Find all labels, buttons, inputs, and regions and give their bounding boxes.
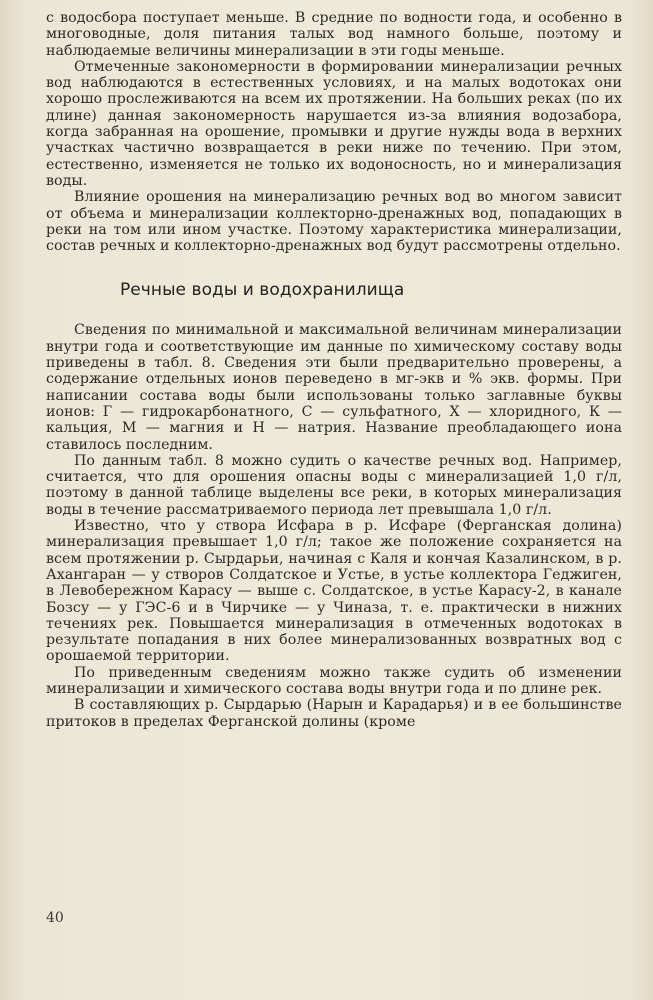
paragraph: Сведения по минимальной и максимальной величинам минерализации внутри года и соответствующие им данные по химическому составу воды приведены в табл. 8. Сведения эти были предварительно проверены, а содержание отдельных ионов переведено в мг-экв и % экв. формы. При написании состава воды были использованы только заглавные буквы ионов: Г — гидрокарбонатного, С — сульфатного, Х — хлоридного, К — кальция, М — магния и Н — натрия. Название преобладающего иона ставилось последним. xyxy=(46,322,622,453)
paragraph: Известно, что у створа Исфара в р. Исфаре (Ферганская долина) минерализация превышает 1,0 г/л; такое же положение сохраняется на всем протяжении р. Сырдарьи, начиная с Каля и кончая Казалинском, в р. Ахангаран — у створов Солдатское и Устье, в устье коллектора Геджиген, в Левобережном Карасу — выше с. Солдатское, в устье Карасу-2, в канале Бозсу — у ГЭС-6 и в Чирчике — у Чиназа, т. е. практически в нижних течениях рек. Повышается минерализация в отмеченных водотоках в результате попадания в них более минерализованных возвратных вод с орошаемой территории. xyxy=(46,518,622,665)
section-heading: Речные воды и водохранилища xyxy=(120,280,405,301)
page-content xyxy=(46,10,622,730)
paragraph: с водосбора поступает меньше. В средние по водности года, и особенно в многоводные, доля питания талых вод намного больше, поэтому и наблюдаемые величины минерализации в эти годы меньше. xyxy=(46,10,622,59)
paragraph: По приведенным сведениям можно также судить об изменении минерализации и химического состава воды внутри года и по длине рек. xyxy=(46,664,622,697)
paragraph: Влияние орошения на минерализацию речных вод во многом зависит от объема и минерализации коллекторно-дренажных вод, попадающих в реки на том или ином участке. Поэтому характеристика минерализации, состав речных и коллекторно-дренажных вод будут рассмотрены отдельно. xyxy=(46,189,622,255)
paragraph: Отмеченные закономерности в формировании минерализации речных вод наблюдаются в естественных условиях, и на малых водотоках они хорошо прослеживаются на всем их протяжении. На больших реках (по их длине) данная закономерность нарушается из-за влияния водозабора, когда забранная на орошение, промывки и другие нужды вода в верхних участках частично возвращается в реки ниже по течению. При этом, естественно, изменяется не только их водоносность, но и минерализация воды. xyxy=(46,58,622,189)
paragraph: По данным табл. 8 можно судить о качестве речных вод. Например, считается, что для орошения опасны воды с минерализацией 1,0 г/л, поэтому в данной таблице выделены все реки, в которых минерализация воды в течение рассматриваемого периода лет превышала 1,0 г/л. xyxy=(46,452,622,518)
page-number: 40 xyxy=(46,910,64,926)
paragraph: В составляющих р. Сырдарью (Нарын и Карадарья) и в ее большинстве притоков в пределах Ферганской долины (кроме xyxy=(46,697,622,730)
